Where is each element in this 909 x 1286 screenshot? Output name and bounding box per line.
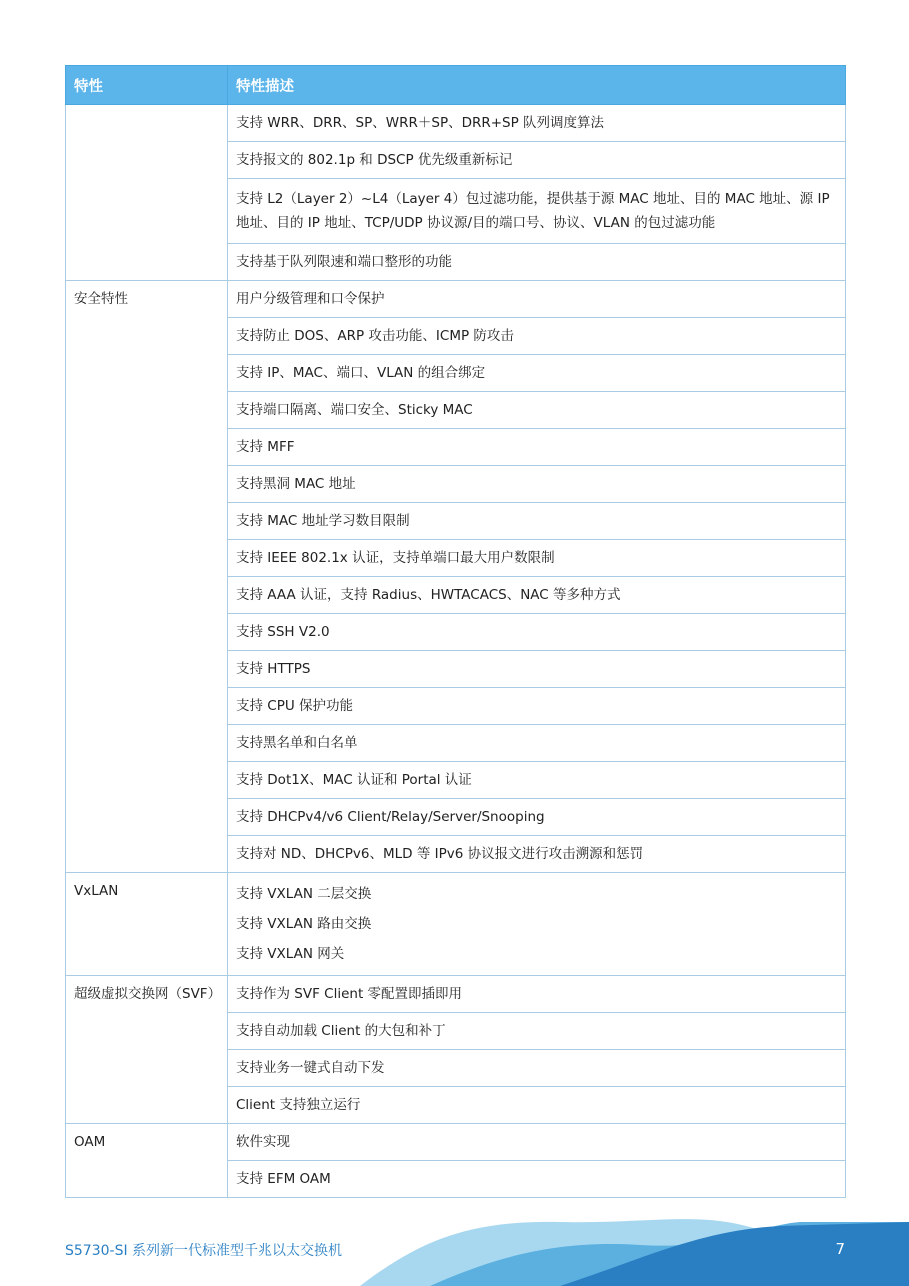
description-cell: 支持 HTTPS bbox=[228, 651, 846, 688]
spec-table bbox=[65, 65, 846, 1198]
description-cell: 用户分级管理和口令保护 bbox=[228, 281, 846, 318]
description-cell: 支持 EFM OAM bbox=[228, 1161, 846, 1198]
description-cell: 支持 IEEE 802.1x 认证，支持单端口最大用户数限制 bbox=[228, 540, 846, 577]
feature-cell-security: 安全特性 bbox=[66, 281, 228, 873]
table-row bbox=[66, 873, 846, 976]
description-cell: 支持 Dot1X、MAC 认证和 Portal 认证 bbox=[228, 762, 846, 799]
feature-cell-oam: OAM bbox=[66, 1124, 228, 1198]
description-cell: 支持黑名单和白名单 bbox=[228, 725, 846, 762]
description-cell: 支持 DHCPv4/v6 Client/Relay/Server/Snooping bbox=[228, 799, 846, 836]
description-cell: 支持 WRR、DRR、SP、WRR＋SP、DRR+SP 队列调度算法 bbox=[228, 105, 846, 142]
footer-page-number: 7 bbox=[835, 1240, 845, 1258]
description-cell: 支持作为 SVF Client 零配置即插即用 bbox=[228, 976, 846, 1013]
feature-cell bbox=[66, 105, 228, 281]
description-cell: 支持业务一键式自动下发 bbox=[228, 1050, 846, 1087]
description-cell: 支持 IP、MAC、端口、VLAN 的组合绑定 bbox=[228, 355, 846, 392]
description-cell-multiline bbox=[228, 873, 846, 976]
description-cell: 支持黑洞 MAC 地址 bbox=[228, 466, 846, 503]
description-cell: 支持自动加载 Client 的大包和补丁 bbox=[228, 1013, 846, 1050]
header-feature: 特性 bbox=[66, 66, 228, 105]
table-row bbox=[66, 976, 846, 1013]
description-line: 支持 VXLAN 路由交换 bbox=[236, 916, 372, 932]
description-cell: 支持 AAA 认证，支持 Radius、HWTACACS、NAC 等多种方式 bbox=[228, 577, 846, 614]
header-description: 特性描述 bbox=[228, 66, 846, 105]
description-cell: 支持基于队列限速和端口整形的功能 bbox=[228, 244, 846, 281]
description-line: 支持 VXLAN 二层交换 bbox=[236, 886, 372, 902]
description-cell: 软件实现 bbox=[228, 1124, 846, 1161]
description-cell: 支持 CPU 保护功能 bbox=[228, 688, 846, 725]
description-line: 支持 VXLAN 网关 bbox=[236, 946, 345, 962]
table-header-row bbox=[66, 66, 846, 105]
feature-cell-vxlan: VxLAN bbox=[66, 873, 228, 976]
description-cell: 支持 MAC 地址学习数目限制 bbox=[228, 503, 846, 540]
description-cell: 支持防止 DOS、ARP 攻击功能、ICMP 防攻击 bbox=[228, 318, 846, 355]
description-cell: Client 支持独立运行 bbox=[228, 1087, 846, 1124]
feature-cell-svf: 超级虚拟交换网（SVF） bbox=[66, 976, 228, 1124]
description-cell: 支持 L2（Layer 2）~L4（Layer 4）包过滤功能，提供基于源 MAC 地址、目的 MAC 地址、源 IP 地址、目的 IP 地址、TCP/UDP 协议源/目的端口号、协议、VLAN 的包过滤功能 bbox=[228, 179, 846, 244]
description-cell: 支持报文的 802.1p 和 DSCP 优先级重新标记 bbox=[228, 142, 846, 179]
footer-document-title: S5730-SI 系列新一代标准型千兆以太交换机 bbox=[65, 1243, 343, 1259]
table-row bbox=[66, 281, 846, 318]
table-row bbox=[66, 105, 846, 142]
description-cell: 支持端口隔离、端口安全、Sticky MAC bbox=[228, 392, 846, 429]
description-cell: 支持对 ND、DHCPv6、MLD 等 IPv6 协议报文进行攻击溯源和惩罚 bbox=[228, 836, 846, 873]
description-cell: 支持 MFF bbox=[228, 429, 846, 466]
table-row bbox=[66, 1124, 846, 1161]
description-cell: 支持 SSH V2.0 bbox=[228, 614, 846, 651]
